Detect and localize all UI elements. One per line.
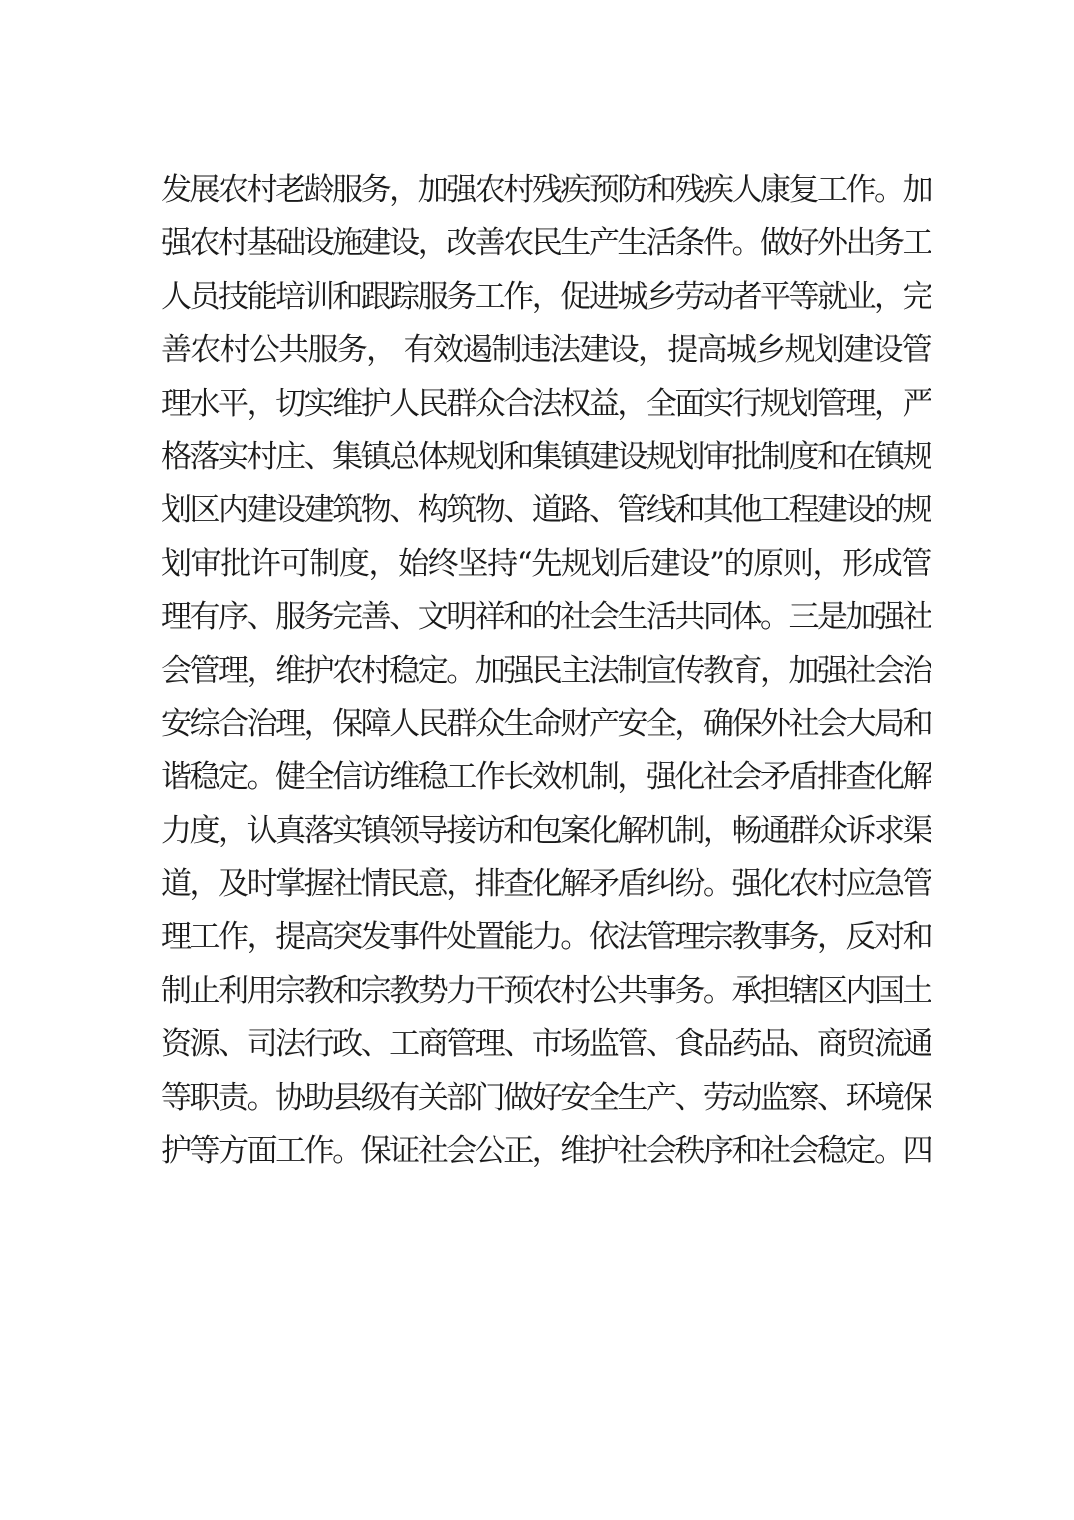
text-line: 强农村基础设施建设，改善农民生产生活条件。做好外出务工: [161, 225, 931, 262]
text-line: 发展农村老龄服务，加强农村残疾预防和残疾人康复工作。加: [161, 172, 931, 208]
text-line: 格落实村庄、集镇总体规划和集镇建设规划审批制度和在镇规: [161, 438, 931, 475]
text-line: 会管理，维护农村稳定。加强民主法制宣传教育，加强社会治: [161, 652, 931, 689]
text-line: 善农村公共服务， 有效遏制违法建设，提高城乡规划建设管: [161, 332, 931, 369]
text-line: 力度，认真落实镇领导接访和包案化解机制，畅通群众诉求渠: [161, 812, 931, 849]
text-line: 理工作，提高突发事件处置能力。依法管理宗教事务，反对和: [161, 919, 931, 956]
text-line: 安综合治理，保障人民群众生命财产安全，确保外社会大局和: [161, 705, 931, 742]
text-line: 人员技能培训和跟踪服务工作，促进城乡劳动者平等就业，完: [161, 278, 931, 315]
body-paragraph: [161, 164, 931, 1178]
text-line: 划审批许可制度，始终坚持“先规划后建设”的原则，形成管: [161, 545, 931, 582]
text-line: 道，及时掌握社情民意，排查化解矛盾纠纷。强化农村应急管: [161, 866, 931, 903]
text-line: 护等方面工作。保证社会公正，维护社会秩序和社会稳定。四: [161, 1133, 931, 1170]
text-line: 资源、司法行政、工商管理、市场监管、食品药品、商贸流通: [161, 1026, 931, 1063]
text-line: 谐稳定。健全信访维稳工作长效机制，强化社会矛盾排查化解: [161, 759, 931, 796]
text-line: 划区内建设建筑物、构筑物、道路、管线和其他工程建设的规: [161, 492, 931, 529]
text-line: 等职责。协助县级有关部门做好安全生产、劳动监察、环境保: [161, 1079, 931, 1116]
text-line: 理有序、服务完善、文明祥和的社会生活共同体。三是加强社: [161, 599, 931, 636]
text-line: 制止利用宗教和宗教势力干预农村公共事务。承担辖区内国土: [161, 972, 931, 1009]
text-line: 理水平，切实维护人民群众合法权益，全面实行规划管理，严: [161, 385, 931, 422]
